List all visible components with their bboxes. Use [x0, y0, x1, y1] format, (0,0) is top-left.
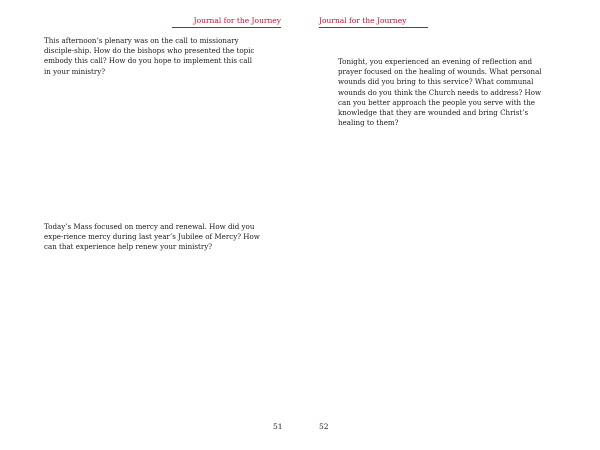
right-page — [300, 0, 600, 450]
header-rule-right — [319, 27, 428, 28]
header-rule-left — [172, 27, 281, 28]
page-number-right: 52 — [319, 422, 329, 431]
journal-prompt-mass: Today’s Mass focused on mercy and renewal. How did you expe-rience mercy during last year’s Jubilee of Mercy? How can that experience help renew your ministry? — [44, 222, 260, 252]
journal-prompt-healing: Tonight, you experienced an evening of reflection and prayer focused on the healing of wounds. What personal wounds did you bring to this service? What communal wounds do you think the Church needs to address? How can you better approach the people you serve with the knowledge that they are wounded and bring Christ’s healing to them? — [338, 57, 542, 128]
page-number-left: 51 — [273, 422, 283, 431]
running-head-left: Journal for the Journey — [193, 16, 281, 25]
running-head-right: Journal for the Journey — [319, 16, 407, 25]
journal-prompt-plenary: This afternoon’s plenary was on the call to missionary disciple-ship. How do the bishops who presented the topic embody this call? How do you hope to implement this call in your ministry? — [44, 36, 255, 76]
